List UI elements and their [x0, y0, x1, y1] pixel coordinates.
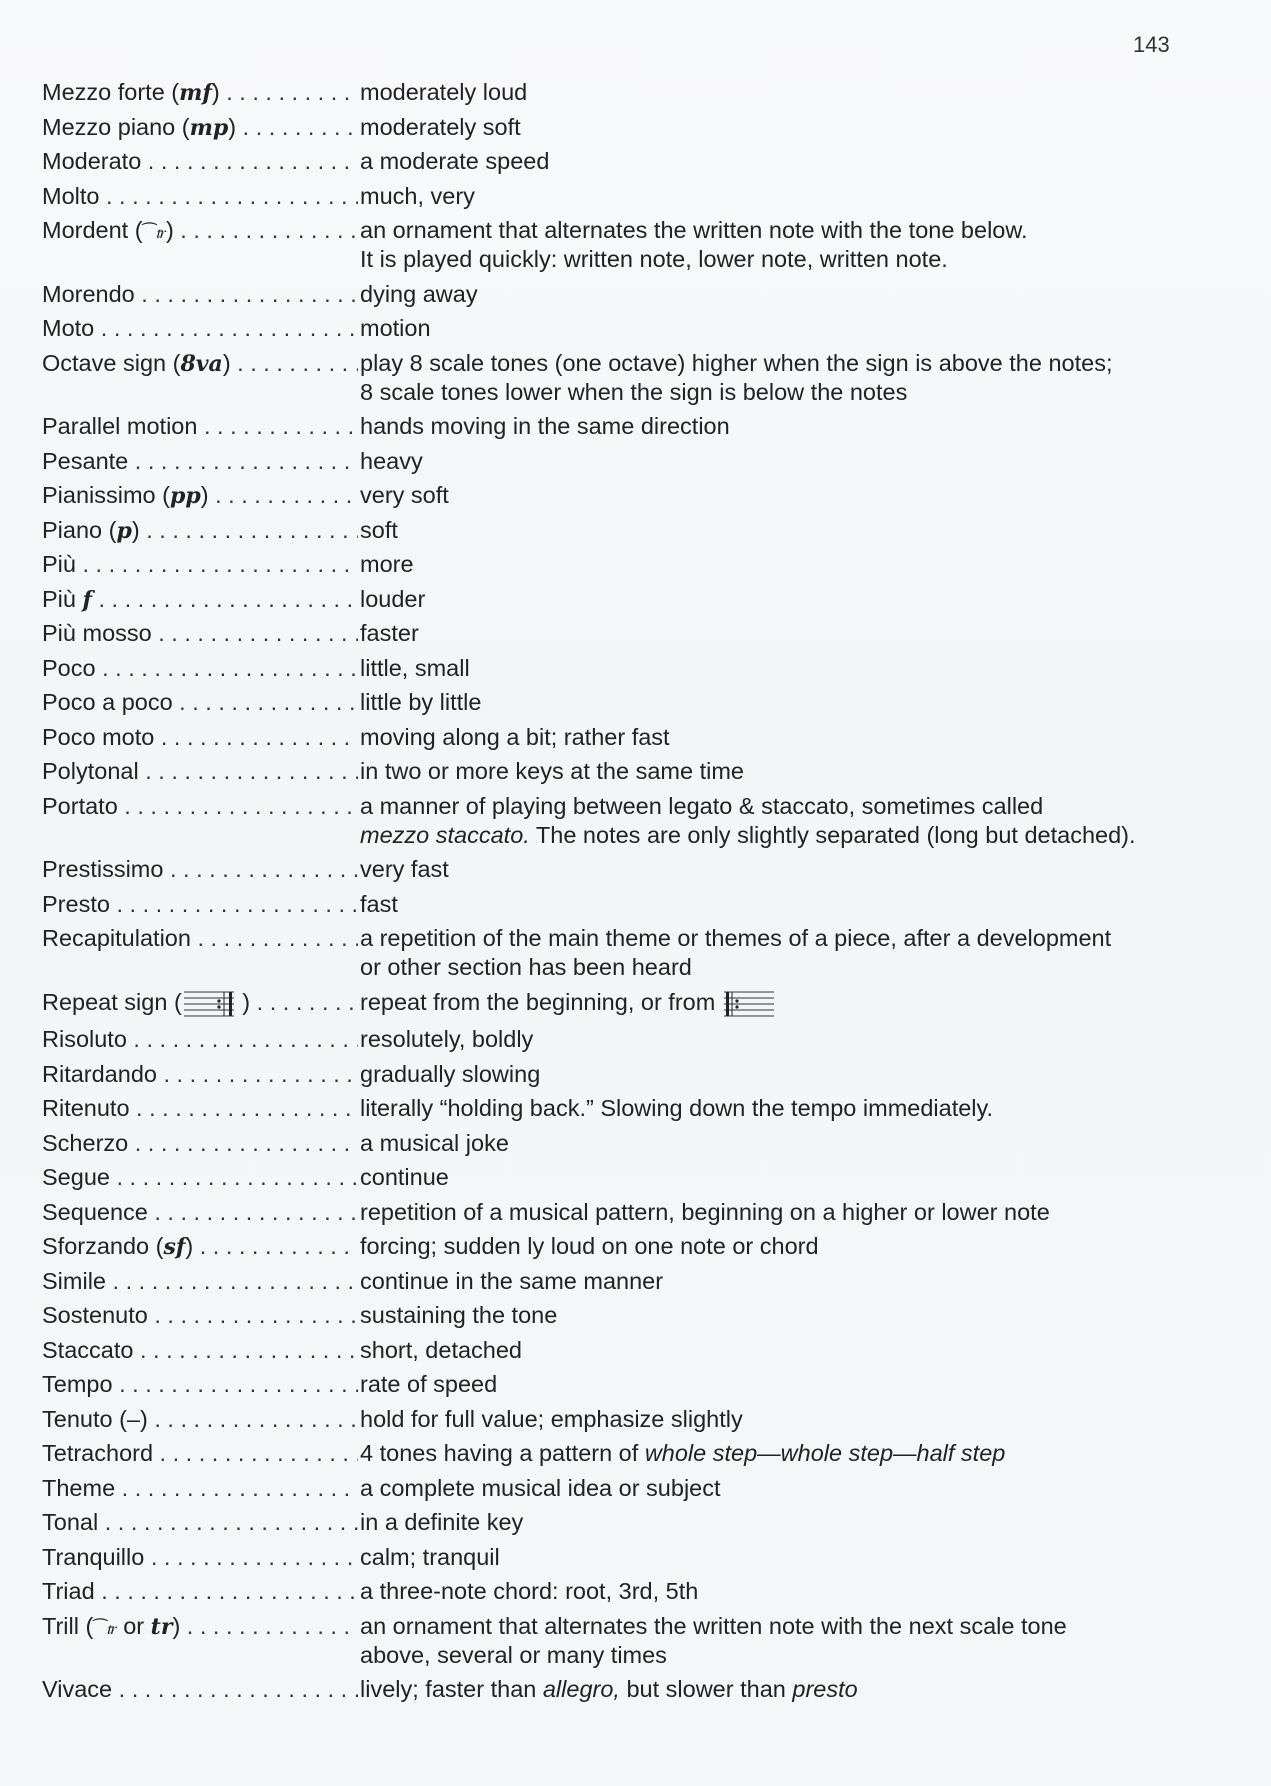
definition-text: a moderate speed	[360, 148, 550, 174]
repeat-start-sign-icon	[722, 988, 776, 1020]
term-text: Prestissimo	[42, 856, 164, 882]
term-text: Pesante	[42, 447, 129, 474]
definition-text: very fast	[360, 856, 449, 882]
glossary-definition	[360, 481, 1211, 510]
term-text: Più mosso	[42, 620, 152, 646]
definition-text: lively; faster than	[360, 1676, 543, 1702]
glossary-term	[42, 182, 358, 211]
glossary-definition	[360, 1163, 1211, 1192]
definition-text: very soft	[360, 482, 449, 508]
term-text: Molto	[42, 182, 100, 209]
glossary-entry	[42, 447, 1211, 476]
glossary-term	[42, 1508, 358, 1537]
definition-text: play 8 scale tones (one octave) higher when the sign is above the notes;	[360, 349, 1113, 376]
definition-text: a musical joke	[360, 1129, 509, 1156]
term-text: Segue	[42, 1164, 110, 1190]
term-text: Triad	[42, 1578, 95, 1604]
term-text: Ritenuto	[42, 1095, 130, 1121]
definition-text: resolutely, boldly	[360, 1026, 534, 1052]
definition-text: motion	[360, 315, 431, 341]
definition-italic: allegro,	[542, 1676, 620, 1702]
glossary-term	[42, 113, 358, 143]
definition-text: The notes are only slightly separated (long but detached).	[529, 821, 1136, 848]
term-text: Morendo	[42, 280, 135, 307]
glossary-entry	[42, 280, 1211, 309]
glossary-term	[42, 757, 358, 786]
dynamic-mark: f	[82, 586, 92, 613]
glossary-term	[42, 1577, 358, 1606]
definition-text: more	[360, 551, 414, 577]
definition-text: in two or more keys at the same time	[360, 758, 744, 784]
repeat-end-sign-icon	[182, 988, 236, 1020]
definition-text: repeat from the beginning, or from	[360, 988, 716, 1015]
term-text: Staccato	[42, 1336, 134, 1363]
glossary-definition	[360, 147, 1211, 176]
glossary-entry	[42, 412, 1211, 441]
definition-text: an ornament that alternates the written note with the next scale tone	[360, 1612, 1067, 1639]
glossary-term	[42, 619, 358, 648]
term-text: Trill (	[42, 1612, 94, 1639]
definition-italic: whole step—whole step—half step	[644, 1440, 1006, 1466]
glossary-definition	[360, 1474, 1211, 1503]
term-text: Ritardando	[42, 1060, 157, 1087]
definition-text: continue	[360, 1164, 449, 1190]
term-text: Mezzo forte (	[42, 79, 180, 105]
ornament-symbol-icon: ⁀𝆖	[142, 223, 166, 243]
definition-text: heavy	[360, 447, 423, 474]
glossary-definition	[360, 619, 1211, 648]
glossary-definition	[360, 1508, 1211, 1537]
glossary-term	[42, 1439, 358, 1468]
glossary-term	[42, 1060, 358, 1089]
definition-text: a repetition of the main theme or themes of a piece, after a development	[360, 925, 1112, 951]
glossary-entry	[42, 619, 1211, 648]
definition-text: above, several or many times	[360, 1641, 667, 1668]
glossary-definition	[360, 855, 1211, 884]
glossary-entry	[42, 1612, 1211, 1670]
glossary-term	[42, 585, 358, 615]
glossary-entry	[42, 1267, 1211, 1296]
definition-text: literally “holding back.” Slowing down the tempo immediately.	[360, 1095, 994, 1121]
term-text: Mezzo piano (	[42, 113, 190, 140]
glossary-entry	[42, 1232, 1211, 1261]
glossary-entry	[42, 1439, 1211, 1468]
glossary-definition	[360, 1439, 1211, 1468]
term-text: Tonal	[42, 1509, 99, 1535]
glossary-term	[42, 481, 358, 511]
definition-text: forcing; sudden ly loud on one note or chord	[360, 1233, 819, 1259]
definition-text: in a definite key	[360, 1509, 524, 1535]
definition-text: moderately soft	[360, 113, 521, 140]
glossary-definition	[360, 550, 1211, 579]
term-text: )	[211, 79, 220, 105]
glossary-definition	[360, 113, 1211, 142]
definition-text: fast	[360, 890, 398, 917]
glossary-term	[42, 147, 358, 176]
glossary-entry	[42, 792, 1211, 850]
glossary-definition	[360, 585, 1211, 614]
glossary-entry	[42, 1163, 1211, 1192]
glossary-definition	[360, 1612, 1211, 1641]
definition-text: dying away	[360, 280, 478, 307]
definition-text: moderately loud	[360, 79, 528, 105]
glossary-definition	[360, 1370, 1211, 1399]
term-text: Sostenuto	[42, 1302, 148, 1328]
term-text: Simile	[42, 1267, 106, 1294]
glossary-definition	[360, 1577, 1211, 1606]
glossary-definition-continued	[360, 378, 1211, 407]
glossary-entry	[42, 1129, 1211, 1158]
glossary-entry	[42, 78, 1211, 107]
term-text: Moto	[42, 315, 95, 341]
dynamic-mark: mf	[179, 80, 212, 106]
term-text: Repeat sign (	[42, 988, 182, 1015]
glossary-term	[42, 654, 358, 683]
term-text: Theme	[42, 1474, 116, 1501]
definition-text: a manner of playing between legato & staccato, sometimes called	[360, 792, 1044, 819]
dynamic-mark: sf	[163, 1234, 186, 1260]
dynamic-mark: tr	[150, 1613, 173, 1640]
glossary-definition	[360, 349, 1211, 378]
glossary-entry	[42, 1198, 1211, 1227]
term-text: Octave sign (	[42, 349, 181, 376]
term-text: Più	[42, 585, 83, 612]
glossary-entry	[42, 1474, 1211, 1503]
definition-text: or other section has been heard	[360, 954, 692, 980]
glossary-definition	[360, 1129, 1211, 1158]
term-text: )	[235, 988, 251, 1015]
glossary-definition	[360, 792, 1211, 821]
definition-text: 8 scale tones lower when the sign is below the notes	[360, 378, 908, 405]
glossary-definition	[360, 1405, 1211, 1434]
definition-text: calm; tranquil	[360, 1543, 500, 1570]
term-text: )	[185, 1233, 194, 1259]
glossary-definition	[360, 1232, 1211, 1261]
glossary-definition	[360, 890, 1211, 919]
glossary-definition	[360, 1336, 1211, 1365]
glossary-definition-continued	[360, 245, 1211, 274]
definition-text: rate of speed	[360, 1371, 498, 1397]
glossary-entry	[42, 349, 1211, 407]
term-text: Pianissimo (	[42, 482, 170, 508]
glossary-definition	[360, 78, 1211, 107]
term-text: Presto	[42, 890, 110, 917]
glossary-entry	[42, 481, 1211, 510]
definition-text: hold for full value; emphasize slightly	[360, 1405, 743, 1432]
glossary-entry	[42, 1094, 1211, 1123]
glossary-definition	[360, 1301, 1211, 1330]
glossary-entry	[42, 550, 1211, 579]
glossary-term	[42, 1543, 358, 1572]
glossary-definition	[360, 924, 1211, 953]
glossary-term	[42, 447, 358, 476]
glossary-definition	[360, 723, 1211, 752]
term-text: Poco	[42, 654, 96, 681]
term-text: Piano (	[42, 516, 117, 543]
definition-text: little, small	[360, 654, 470, 681]
definition-text: soft	[360, 516, 398, 543]
glossary-definition	[360, 1198, 1211, 1227]
glossary-entry	[42, 113, 1211, 142]
glossary-entry	[42, 1405, 1211, 1434]
glossary-entry	[42, 855, 1211, 884]
glossary-term	[42, 412, 358, 441]
glossary-entry	[42, 924, 1211, 982]
glossary-entry	[42, 988, 1211, 1020]
glossary-definition	[360, 516, 1211, 545]
glossary-term	[42, 1301, 358, 1330]
term-text: Tempo	[42, 1371, 113, 1397]
glossary-term	[42, 1129, 358, 1158]
term-text: )	[172, 1612, 181, 1639]
glossary-term	[42, 723, 358, 752]
glossary-definition	[360, 757, 1211, 786]
term-text: Moderato	[42, 148, 142, 174]
glossary-term	[42, 688, 358, 717]
definition-text: faster	[360, 620, 419, 646]
term-text: Mordent (	[42, 217, 143, 243]
glossary-definition	[360, 1025, 1211, 1054]
term-text: Parallel motion	[42, 413, 198, 439]
definition-text: moving along a bit; rather fast	[360, 723, 670, 750]
term-text: or	[116, 1612, 151, 1639]
definition-text: much, very	[360, 182, 475, 209]
glossary-term	[42, 216, 358, 248]
term-text: )	[228, 113, 237, 140]
glossary-entry	[42, 585, 1211, 614]
glossary-entry	[42, 1543, 1211, 1572]
term-text: Risoluto	[42, 1026, 127, 1052]
term-text: Poco a poco	[42, 689, 173, 715]
dynamic-mark: p	[116, 517, 132, 544]
glossary-definition	[360, 1060, 1211, 1089]
glossary-term	[42, 1267, 358, 1296]
glossary-entry	[42, 147, 1211, 176]
definition-text: sustaining the tone	[360, 1302, 558, 1328]
term-text: Scherzo	[42, 1129, 129, 1156]
glossary-definition-continued	[360, 1641, 1211, 1670]
definition-text: a complete musical idea or subject	[360, 1474, 721, 1501]
term-text: Portato	[42, 792, 118, 819]
definition-text: a three-note chord: root, 3rd, 5th	[360, 1578, 699, 1604]
term-text: Tenuto (–)	[42, 1405, 148, 1432]
glossary-definition	[360, 216, 1211, 245]
glossary-term	[42, 792, 358, 821]
glossary-term	[42, 1198, 358, 1227]
definition-text: louder	[360, 585, 426, 612]
glossary-term	[42, 349, 358, 379]
term-text: )	[165, 217, 174, 243]
term-text: )	[222, 349, 231, 376]
term-text: Polytonal	[42, 758, 139, 784]
glossary-entry	[42, 1370, 1211, 1399]
glossary-term	[42, 1094, 358, 1123]
glossary-definition-continued	[360, 821, 1211, 850]
definition-text: It is played quickly: written note, lower note, written note.	[360, 246, 948, 272]
glossary-term	[42, 1232, 358, 1262]
dynamic-mark: pp	[169, 483, 201, 509]
glossary-entry	[42, 654, 1211, 683]
glossary-term	[42, 78, 358, 108]
glossary-term	[42, 1163, 358, 1192]
term-text: )	[131, 516, 140, 543]
term-text: Vivace	[42, 1676, 113, 1702]
glossary-definition	[360, 1267, 1211, 1296]
glossary-entry	[42, 182, 1211, 211]
definition-text: hands moving in the same direction	[360, 413, 730, 439]
definition-text: but slower than	[619, 1676, 793, 1702]
glossary-entry	[42, 723, 1211, 752]
term-text: Poco moto	[42, 723, 155, 750]
term-text: )	[200, 482, 209, 508]
glossary-term	[42, 1025, 358, 1054]
glossary-definition	[360, 654, 1211, 683]
glossary-term	[42, 1612, 358, 1644]
term-text: Sequence	[42, 1198, 148, 1225]
definition-text: little by little	[360, 689, 482, 715]
glossary-definition	[360, 412, 1211, 441]
glossary-entry	[42, 1508, 1211, 1537]
dynamic-mark: mp	[189, 114, 229, 141]
glossary-definition	[360, 1094, 1211, 1123]
glossary-definition	[360, 280, 1211, 309]
glossary-entry	[42, 216, 1211, 274]
glossary-term	[42, 855, 358, 884]
ornament-symbol-icon: ⁀𝆖	[93, 1618, 117, 1639]
glossary-definition	[360, 1543, 1211, 1572]
glossary-term	[42, 1474, 358, 1503]
glossary-definition-continued	[360, 953, 1211, 982]
glossary-entry	[42, 757, 1211, 786]
definition-text: 4 tones having a pattern of	[360, 1440, 645, 1466]
glossary-entry	[42, 314, 1211, 343]
glossary-definition	[360, 688, 1211, 717]
term-text: Più	[42, 551, 76, 577]
definition-italic: presto	[792, 1676, 858, 1702]
term-text: Recapitulation	[42, 925, 191, 951]
glossary-term	[42, 988, 358, 1020]
term-text: Tetrachord	[42, 1440, 154, 1466]
glossary-term	[42, 314, 358, 343]
glossary-term	[42, 550, 358, 579]
glossary-entry	[42, 1336, 1211, 1365]
glossary-definition	[360, 1675, 1211, 1704]
glossary-definition	[360, 447, 1211, 476]
glossary-entry	[42, 688, 1211, 717]
glossary-list	[42, 78, 1211, 1710]
glossary-term	[42, 516, 358, 546]
definition-text: continue in the same manner	[360, 1267, 664, 1294]
glossary-entry	[42, 1025, 1211, 1054]
glossary-entry	[42, 1060, 1211, 1089]
glossary-definition	[360, 988, 1211, 1020]
definition-text: gradually slowing	[360, 1060, 541, 1087]
glossary-entry	[42, 1577, 1211, 1606]
dynamic-mark: 8va	[180, 350, 223, 377]
glossary-definition	[360, 314, 1211, 343]
glossary-term	[42, 1405, 358, 1434]
glossary-entry	[42, 1301, 1211, 1330]
glossary-entry	[42, 516, 1211, 545]
term-text: Tranquillo	[42, 1543, 145, 1570]
glossary-term	[42, 924, 358, 953]
glossary-term	[42, 1370, 358, 1399]
page-number: 143	[1133, 32, 1170, 57]
definition-text: repetition of a musical pattern, beginning on a higher or lower note	[360, 1198, 1050, 1225]
glossary-term	[42, 890, 358, 919]
glossary-term	[42, 280, 358, 309]
definition-text: an ornament that alternates the written note with the tone below.	[360, 217, 1028, 243]
term-text: Sforzando (	[42, 1233, 164, 1259]
glossary-term	[42, 1336, 358, 1365]
glossary-term	[42, 1675, 358, 1704]
definition-italic: mezzo staccato.	[360, 821, 530, 848]
glossary-entry	[42, 890, 1211, 919]
definition-text: short, detached	[360, 1336, 522, 1363]
glossary-definition	[360, 182, 1211, 211]
glossary-entry	[42, 1675, 1211, 1704]
